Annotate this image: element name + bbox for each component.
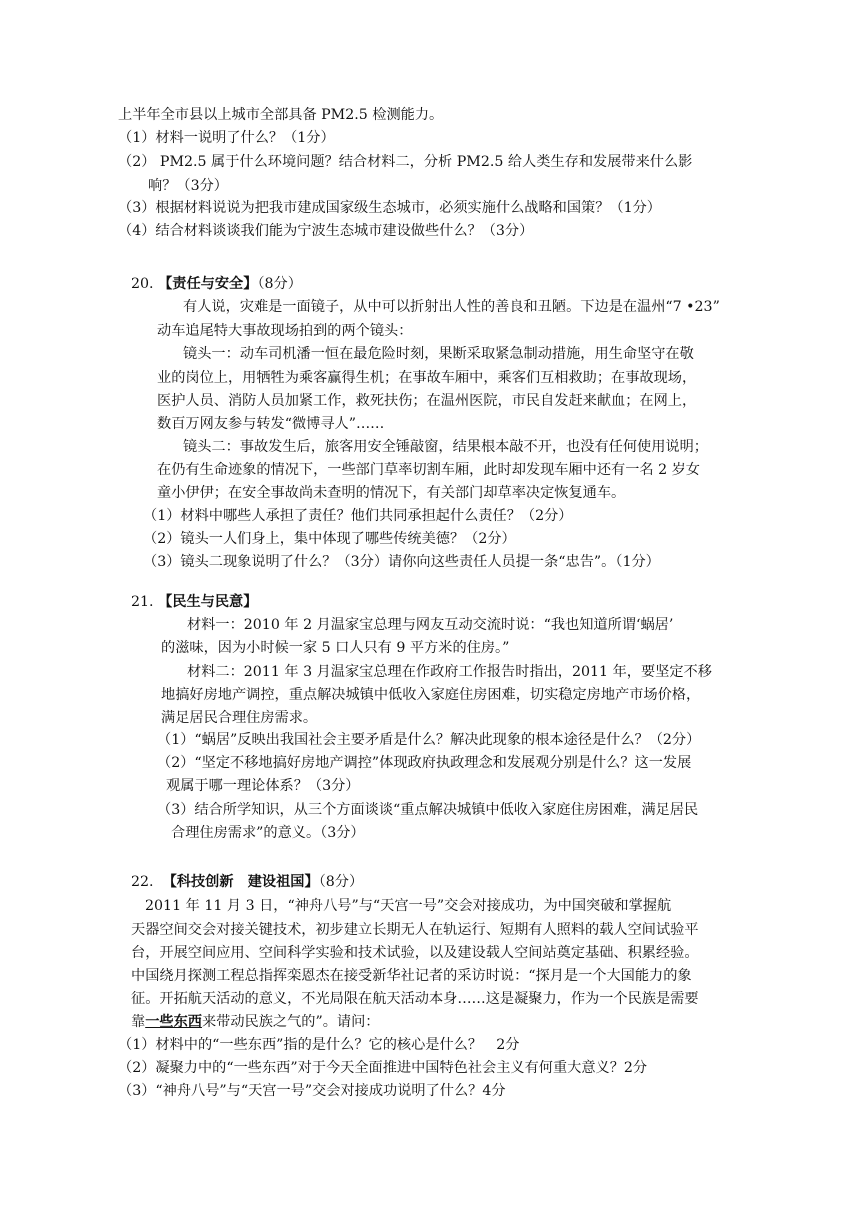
- question-2-line-1: （2） PM2.5 属于什么环境问题？结合材料二，分析 PM2.5 给人类生存和发展带来什么影: [118, 154, 693, 170]
- q22-para-line: 2011 年 11 月 3 日，“神舟八号”与“天宫一号”交会对接成功，为中国突破和掌握航: [145, 898, 672, 914]
- q20-para-line: 在仍有生命迹象的情况下，一些部门草率切割车厢，此时却发现车厢中还有一名 2 岁女: [157, 462, 700, 478]
- q21-subquestion-1: （1）“蜗居”反映出我国社会主要矛盾是什么？解决此现象的根本途径是什么？（2分）: [157, 732, 701, 748]
- q22-para-prefix: 靠: [131, 1014, 146, 1030]
- q20-para-line: 镜头二：事故发生后，旅客用安全锤敲窗，结果根本敲不开，也没有任何使用说明；: [183, 439, 708, 455]
- q20-score: （8分）: [257, 276, 302, 292]
- q20-para-line: 镜头一：动车司机潘一恒在最危险时刻，果断采取紧急制动措施，用生命坚守在敬: [183, 346, 694, 362]
- q22-underlined-phrase: 一些东西: [145, 1014, 202, 1030]
- q20-para-line: 业的岗位上，用牺牲为乘客赢得生机；在事故车厢中，乘客们互相救助；在事故现场，: [157, 370, 697, 386]
- question-2-line-2: 响？（3分）: [148, 178, 228, 194]
- q21-para-line: 满足居民合理住房需求。: [161, 710, 318, 726]
- q21-number: 21.: [131, 594, 154, 610]
- q22-subquestion-1: （1）材料中的“一些东西”指的是什么？它的核心是什么？ 2分: [118, 1037, 520, 1053]
- q20-subquestion-3: （3）镜头二现象说明了什么？（3分）请你向这些责任人员提一条“忠告”。（1分）: [143, 554, 660, 570]
- q21-heading: [131, 591, 257, 613]
- q22-para-line: 征。开拓航天活动的意义，不光局限在航天活动本身……这是凝聚力，作为一个民族是需要: [131, 991, 699, 1007]
- q22-subquestion-3: （3）“神舟八号”与“天宫一号”交会对接成功说明了什么？4分: [118, 1083, 506, 1099]
- q22-number: 22.: [131, 874, 154, 890]
- q22-para-suffix: 来带动民族之气的”。请问：: [201, 1014, 380, 1030]
- q21-para-line: 的滋味，因为小时候一家 5 口人只有 9 平方米的住房。”: [161, 640, 510, 656]
- q22-para-line: 中国绕月探测工程总指挥栾恩杰在接受新华社记者的采访时说：“探月是一个大国能力的象: [131, 968, 692, 984]
- q20-subquestion-2: （2）镜头一人们身上，集中体现了哪些传统美德？（2分）: [143, 531, 516, 547]
- q21-para-line: 材料二：2011 年 3 月温家宝总理在作政府工作报告时指出，2011 年，要坚定不移: [187, 664, 712, 680]
- q22-para-line: 天器空间交会对接关键技术，初步建立长期无人在轨运行、短期有人照料的载人空间试验平: [131, 922, 699, 938]
- q20-para-line: 医护人员、消防人员加紧工作，救死扶伤；在温州医院，市民自发赶来献血；在网上，: [157, 393, 697, 409]
- q22-para-line: [131, 1011, 379, 1033]
- q21-para-line: 材料一：2010 年 2 月温家宝总理与网友互动交流时说：“我也知道所谓‘蜗居’: [187, 617, 674, 633]
- q22-heading: [131, 871, 363, 893]
- q20-subquestion-1: （1）材料中哪些人承担了责任？他们共同承担起什么责任？（2分）: [143, 508, 573, 524]
- q21-para-line: 地搞好房地产调控，重点解决城镇中低收入家庭住房困难，切实稳定房地产市场价格，: [161, 687, 701, 703]
- q22-title: 【科技创新 建设祖国】: [162, 874, 319, 890]
- q21-subquestion-2-line-1: （2）“坚定不移地搞好房地产调控”体现政府执政理念和发展观分别是什么？这一发展: [157, 755, 692, 771]
- q20-number: 20.: [131, 276, 154, 292]
- question-4: （4）结合材料谈谈我们能为宁波生态城市建设做些什么？（3分）: [118, 223, 534, 239]
- q20-heading: [131, 273, 302, 295]
- q21-subquestion-2-line-2: 观属于哪一理论体系？（3分）: [166, 778, 360, 794]
- material-continuation-line: 上半年全市县以上城市全部具备 PM2.5 检测能力。: [118, 107, 444, 123]
- q22-score: （8分）: [318, 874, 364, 890]
- q20-para-line: 动车追尾特大事故现场拍到的两个镜头：: [157, 323, 413, 339]
- q21-subquestion-3-line-1: （3）结合所学知识，从三个方面谈谈“重点解决城镇中低收入家庭住房困难，满足居民: [157, 802, 699, 818]
- q22-para-line: 台，开展空间应用、空间科学实验和技术试验，以及建设载人空间站奠定基础、积累经验。: [131, 945, 699, 961]
- q20-title: 【责任与安全】: [158, 276, 258, 292]
- q20-para-line: 有人说，灾难是一面镜子，从中可以折射出人性的善良和丑陋。下边是在温州“7 •23”: [183, 299, 720, 315]
- q21-subquestion-3-line-2: 合理住房需求”的意义。（3分）: [171, 825, 365, 841]
- question-1: （1）材料一说明了什么？（1分）: [118, 130, 335, 146]
- q21-title: 【民生与民意】: [158, 594, 258, 610]
- q20-para-line: 童小伊伊；在安全事故尚未查明的情况下，有关部门却草率决定恢复通车。: [157, 485, 626, 501]
- q22-subquestion-2: （2）凝聚力中的“一些东西”对于今天全面推进中国特色社会主义有何重大意义？2分: [118, 1060, 648, 1076]
- question-3: （3）根据材料说说为把我市建成国家级生态城市，必须实施什么战略和国策？（1分）: [118, 200, 661, 216]
- q20-para-line: 数百万网友参与转发“微博寻人”……: [157, 416, 385, 432]
